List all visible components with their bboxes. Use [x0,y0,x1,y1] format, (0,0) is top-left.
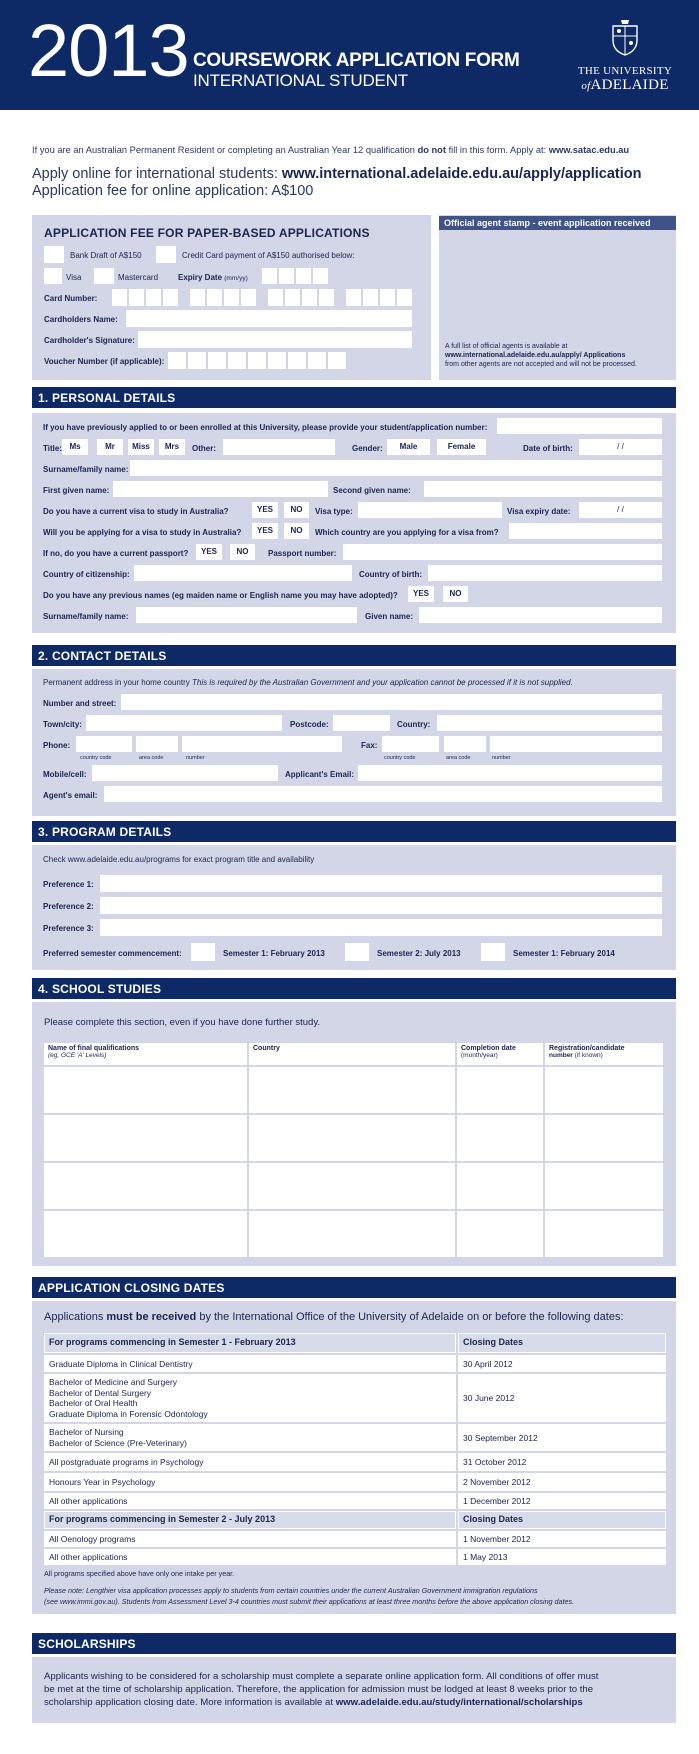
passport-number-label: Passport number: [268,549,337,558]
fee-title: APPLICATION FEE FOR PAPER-BASED APPLICATIONS [44,226,370,240]
current-visa-no[interactable]: NO [284,502,309,518]
card-digit[interactable] [285,289,300,306]
passport-yes[interactable]: YES [196,544,222,560]
previous-names-yes[interactable]: YES [408,586,434,602]
school-row-4-col-2[interactable] [249,1211,455,1257]
which-country-field[interactable] [509,523,662,539]
form-subtitle: INTERNATIONAL STUDENT [193,71,408,90]
closing-note-1: All programs specified above have only one intake per year. [44,1569,235,1578]
visa-type-field[interactable] [358,502,502,518]
closing-date: 30 June 2012 [463,1393,515,1403]
phone-area-code[interactable] [136,736,178,752]
closing-table [44,1333,666,1565]
voucher-boxes[interactable] [168,352,352,369]
card-digit[interactable] [319,289,334,306]
semester-1-2013-checkbox[interactable] [191,943,215,961]
previous-names-label: Do you have any previous names (eg maiden name or English name you may have adopted)? [43,591,398,600]
agent-email-field[interactable] [104,786,662,802]
card-digit[interactable] [397,289,412,306]
crest-icon [610,18,640,56]
school-row-1-col-2[interactable] [249,1067,455,1113]
semester-label: Preferred semester commencement: [43,949,182,958]
passport-no[interactable]: NO [230,544,255,560]
intro-text: If you are an Australian Permanent Resident or completing an Australian Year 12 qualification do not fill in this form. Apply at: www.satac.edu.au [32,145,630,155]
fax-label: Fax: [361,741,378,750]
voucher-digit[interactable] [228,352,246,369]
card-digit[interactable] [241,289,256,306]
gender-male-option[interactable]: Male [387,439,430,455]
card-digit[interactable] [302,289,317,306]
university-logo [575,18,675,94]
expiry-box-4[interactable] [313,268,328,284]
card-digit[interactable] [129,289,144,306]
passport-number-field[interactable] [343,544,662,560]
form-year: 2013 [28,9,189,92]
surname-field[interactable] [130,460,662,476]
sem2-heading: For programs commencing in Semester 2 - July 2013 [44,1511,456,1529]
card-digit[interactable] [346,289,361,306]
country-label: Country: [397,720,431,729]
closing-program-list: Bachelor of Nursing Bachelor of Science (Pre-Veterinary) [49,1427,187,1448]
preference-2-field[interactable] [100,897,662,914]
card-digit[interactable] [112,289,127,306]
agent-stamp-note: A full list of official agents is available at www.international.adelaide.edu.au/apply/ Applications from other agents are not accepted and will not be processed. [445,343,637,368]
title-miss-option[interactable]: Miss [128,439,154,455]
card-number-boxes[interactable] [112,289,412,306]
street-field[interactable] [121,694,662,710]
bank-draft-label: Bank Draft of A$150 [70,251,142,260]
program-check-note: Check www.adelaide.edu.au/programs for exact program title and availability [43,855,315,864]
given-name-label: Given name: [365,612,414,621]
previous-names-no[interactable]: NO [443,586,468,602]
closing-program: Honours Year in Psychology [49,1477,156,1487]
credit-card-checkbox[interactable] [156,246,176,263]
school-row-2-col-1[interactable] [44,1115,247,1161]
town-label: Town/city: [43,720,82,729]
dob-label: Date of birth: [523,444,573,453]
applicant-email-label: Applicant's Email: [285,770,355,779]
semester-2-2013-label: Semester 2: July 2013 [377,949,461,958]
school-row-1-col-1[interactable] [44,1067,247,1113]
mobile-field[interactable] [92,765,278,781]
voucher-digit[interactable] [188,352,206,369]
mastercard-checkbox[interactable] [94,268,114,284]
school-table-header-4: Registration/candidate number (if known) [545,1043,663,1065]
closing-date: 31 October 2012 [463,1457,527,1467]
program-details-header: 3. PROGRAM DETAILS [32,821,676,842]
expiry-box-1[interactable] [262,268,277,284]
school-row-1-col-4[interactable] [545,1067,663,1113]
preference-3-label: Preference 3: [43,924,94,933]
phone-number[interactable] [182,736,342,752]
voucher-digit[interactable] [288,352,306,369]
visa-expiry-field[interactable]: / / [579,502,662,518]
semester-2-2013-checkbox[interactable] [345,943,369,961]
school-row-1-col-3[interactable] [457,1067,543,1113]
card-digit[interactable] [224,289,239,306]
card-digit[interactable] [380,289,395,306]
card-digit[interactable] [146,289,161,306]
citizenship-field[interactable] [134,565,352,581]
other-title-label: Other: [192,444,216,453]
voucher-digit[interactable] [308,352,326,369]
expiry-box-3[interactable] [296,268,311,284]
closing-program: All postgraduate programs in Psychology [49,1457,204,1467]
birth-country-field[interactable] [428,565,662,581]
school-row-4-col-4[interactable] [545,1211,663,1257]
closing-date: 1 November 2012 [463,1534,531,1544]
school-table-header-2: Country [249,1043,455,1065]
school-table-header-1: Name of final qualifications (eg, GCE 'A' Levels) [44,1043,247,1065]
expiry-box-2[interactable] [279,268,294,284]
visa-type-label: Visa type: [315,507,353,516]
school-row-4-col-3[interactable] [457,1211,543,1257]
title-mrs-option[interactable]: Mrs [159,439,185,455]
school-row-3-col-4[interactable] [545,1163,663,1209]
closing-dates-heading-1: Closing Dates [458,1333,666,1353]
first-name-label: First given name: [43,486,110,495]
school-row-3-col-2[interactable] [249,1163,455,1209]
mastercard-label: Mastercard [118,273,159,282]
applying-visa-yes[interactable]: YES [252,523,278,539]
title-ms-option[interactable]: Ms [62,439,88,455]
preference-3-field[interactable] [100,919,662,936]
scholarships-link[interactable]: www.adelaide.edu.au/study/international/scholarships [335,1697,583,1708]
birth-country-label: Country of birth: [359,570,423,579]
prev-surname-label: Surname/family name: [43,612,129,621]
current-visa-yes[interactable]: YES [252,502,278,518]
closing-intro: Applications must be received by the International Office of the University of Adelaide on or before the following dates: [44,1311,624,1323]
other-title-field[interactable] [223,439,335,455]
school-table-header-3: Completion date (month/year) [457,1043,543,1065]
gender-female-option[interactable]: Female [437,439,486,455]
phone-number-hint: number [186,755,205,761]
card-digit[interactable] [207,289,222,306]
cardholder-signature-label: Cardholder's Signature: [44,336,135,345]
agent-stamp-title: Official agent stamp - event application received [439,216,676,230]
preference-1-field[interactable] [100,875,662,892]
closing-note-2: Please note: Lengthier visa application processes apply to students from certain countries under the current Australian Government immigration regulations [44,1586,538,1595]
fax-country-code-hint: country code [384,755,416,761]
bank-draft-checkbox[interactable] [44,246,64,263]
closing-dates-header: APPLICATION CLOSING DATES [32,1277,676,1298]
passport-question-label: If no, do you have a current passport? [43,549,189,558]
second-name-label: Second given name: [333,486,411,495]
fax-number[interactable] [490,736,662,752]
voucher-digit[interactable] [168,352,186,369]
street-label: Number and street: [43,699,117,708]
voucher-digit[interactable] [328,352,346,369]
phone-country-code[interactable] [76,736,132,752]
school-studies-header: 4. SCHOOL STUDIES [32,978,676,999]
school-row-2-col-2[interactable] [249,1115,455,1161]
logo-line1: THE UNIVERSITY [577,65,673,77]
form-title: COURSEWORK APPLICATION FORM [193,50,520,71]
voucher-digit[interactable] [208,352,226,369]
semester-1-2014-checkbox[interactable] [481,943,505,961]
prev-surname-field[interactable] [136,607,357,623]
voucher-digit[interactable] [268,352,286,369]
card-digit[interactable] [163,289,178,306]
personal-details-header: 1. PERSONAL DETAILS [32,387,676,408]
school-row-2-col-4[interactable] [545,1115,663,1161]
which-country-label: Which country are you applying for a visa from? [315,528,499,537]
cardholder-name-field[interactable] [126,310,412,327]
closing-date: 30 April 2012 [463,1359,513,1369]
closing-program: All Oenology programs [49,1534,136,1544]
contact-details-header: 2. CONTACT DETAILS [32,645,676,666]
scholarships-text: Applicants wishing to be considered for a scholarship must complete a separate online application form. All conditions of offer must be met at the time of scholarship application. Therefore, the application for admission must be lodged at least 8 weeks prior to the scholarship application closing date. More information is available at www.adelaide.edu.au/study/international/scholarships [44,1671,599,1708]
satac-link[interactable]: www.satac.edu.au [548,145,630,155]
first-name-field[interactable] [113,481,328,497]
current-visa-label: Do you have a current visa to study in Australia? [43,507,229,516]
school-row-2-col-3[interactable] [457,1115,543,1161]
visa-label: Visa [66,273,82,282]
mobile-label: Mobile/cell: [43,770,87,779]
card-digit[interactable] [363,289,378,306]
school-note: Please complete this section, even if you have done further study. [44,1017,321,1028]
fax-number-hint: number [492,755,511,761]
logo-line2: ofADELAIDE [581,77,669,93]
applying-visa-no[interactable]: NO [284,523,309,539]
fax-country-code[interactable] [382,736,439,752]
surname-label: Surname/family name: [43,465,129,474]
online-apply-link[interactable]: www.international.adelaide.edu.au/apply/application [281,166,642,182]
online-apply-line: Apply online for international students: www.international.adelaide.edu.au/apply/application [32,166,642,182]
credit-card-label: Credit Card payment of A$150 authorised below: [182,251,355,260]
second-name-field[interactable] [424,481,662,497]
closing-date: 1 December 2012 [463,1496,531,1506]
town-field[interactable] [86,715,282,731]
closing-date: 30 September 2012 [463,1433,538,1443]
school-row-3-col-3[interactable] [457,1163,543,1209]
online-fee-line: Application fee for online application: A$100 [32,183,314,199]
closing-program: All other applications [49,1552,128,1562]
expiry-label: Expiry Date (mm/yy) [178,273,248,282]
fax-area-code-hint: area code [446,755,471,761]
closing-program: All other applications [49,1496,128,1506]
closing-program-list: Bachelor of Medicine and Surgery Bachelor of Dental Surgery Bachelor of Oral Health Graduate Diploma in Forensic Odontology [49,1377,208,1419]
fax-area-code[interactable] [444,736,486,752]
previous-applied-label: If you have previously applied to or been enrolled at this University, please provide your student/application number: [43,423,488,432]
card-digit[interactable] [190,289,205,306]
semester-1-2014-label: Semester 1: February 2014 [513,949,615,958]
preference-1-label: Preference 1: [43,880,94,889]
agent-email-label: Agent's email: [43,791,98,800]
school-row-3-col-1[interactable] [44,1163,247,1209]
phone-area-code-hint: area code [139,755,164,761]
postcode-field[interactable] [333,715,390,731]
card-number-label: Card Number: [44,294,98,303]
phone-label: Phone: [43,741,71,750]
cardholder-name-label: Cardholders Name: [44,315,118,324]
closing-program: Graduate Diploma in Clinical Dentistry [49,1359,193,1369]
applicant-email-field[interactable] [358,765,662,781]
country-field[interactable] [437,715,662,731]
closing-dates-heading-2: Closing Dates [458,1511,666,1529]
visa-checkbox[interactable] [44,268,62,284]
dob-field[interactable]: / / [579,439,662,455]
student-number-field[interactable] [497,418,662,434]
phone-country-code-hint: country code [80,755,112,761]
permanent-address-note: Permanent address in your home country This is required by the Australian Government and your application cannot be processed if it is not supplied. [43,678,573,687]
visa-expiry-label: Visa expiry date: [507,507,571,516]
sem1-heading: For programs commencing in Semester 1 - February 2013 [44,1333,456,1353]
citizenship-label: Country of citizenship: [43,570,130,579]
given-name-field[interactable] [419,607,662,623]
voucher-digit[interactable] [248,352,266,369]
voucher-label: Voucher Number (if applicable): [44,357,165,366]
title-label: Title: [43,444,62,453]
applying-visa-label: Will you be applying for a visa to study in Australia? [43,528,242,537]
preference-2-label: Preference 2: [43,902,94,911]
closing-note-3: (see www.immi.gov.au). Students from Assessment Level 3-4 countries must submit their applications at least three months before the above application closing dates. [44,1597,575,1606]
closing-date: 1 May 2013 [463,1552,508,1562]
scholarships-header: SCHOLARSHIPS [32,1633,676,1654]
card-digit[interactable] [268,289,283,306]
closing-date: 2 November 2012 [463,1477,531,1487]
postcode-label: Postcode: [290,720,329,729]
semester-1-2013-label: Semester 1: February 2013 [223,949,325,958]
school-row-4-col-1[interactable] [44,1211,247,1257]
gender-label: Gender: [352,444,383,453]
cardholder-signature-field[interactable] [138,331,412,348]
title-mr-option[interactable]: Mr [97,439,123,455]
